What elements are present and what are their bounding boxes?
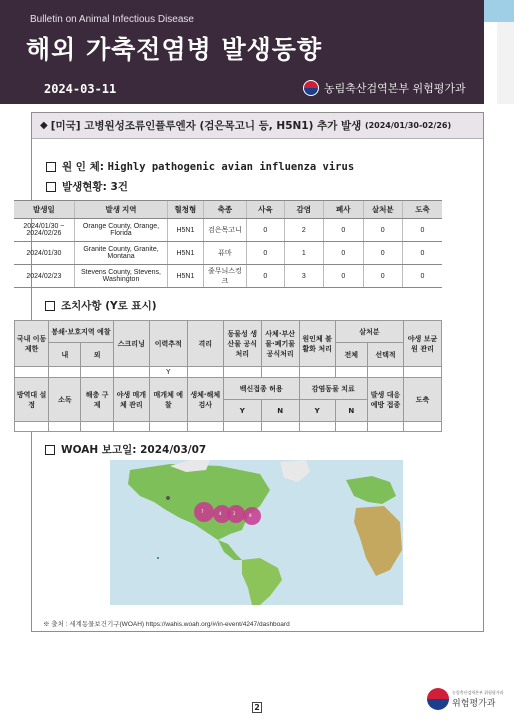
table-cell: 1 — [284, 242, 323, 265]
table-cell: 0 — [363, 242, 402, 265]
table-cell: 사체·부산물·폐기물 공식처리 — [261, 321, 299, 367]
report-period: (2024/01/30-02/26) — [364, 121, 452, 130]
table-cell: 백신접종 허용 — [223, 378, 299, 400]
woah-line — [45, 442, 206, 457]
table-cell: 0 — [363, 219, 402, 242]
table-cell: 내 — [49, 343, 81, 367]
table-cell: 야생 매개체 관리 — [113, 378, 149, 422]
table-cell: 3 — [284, 265, 323, 288]
table-cell: 줄무늬스컹크 — [203, 265, 247, 288]
table-header-row — [14, 201, 442, 219]
checkbox-bullet-icon — [45, 445, 55, 455]
table-cell: 방역대 설정 — [15, 378, 49, 422]
table-cell: 해충 구제 — [81, 378, 113, 422]
table-cell: 감염동물 치료 — [299, 378, 367, 400]
table-cell: 격리 — [187, 321, 223, 367]
table-cell: 외 — [81, 343, 113, 367]
table-cell: Stevens County, Stevens, Washington — [74, 265, 167, 288]
table-cell: 0 — [247, 219, 284, 242]
col-header: 사육 — [247, 201, 284, 219]
table-cell: 국내 이동 제한 — [15, 321, 49, 367]
table-cell: 2024/02/23 — [14, 265, 74, 288]
table-cell: Granite County, Granite, Montana — [74, 242, 167, 265]
table-cell: 스크리닝 — [113, 321, 149, 367]
table-row — [14, 219, 442, 242]
table-cell: 0 — [247, 242, 284, 265]
table-row — [15, 321, 442, 343]
table-cell: 야생 보균원 관리 — [404, 321, 442, 367]
issue-date: 2024-03-11 — [44, 82, 117, 96]
table-row — [15, 367, 442, 378]
table-cell: 살처분 — [335, 321, 403, 343]
table-cell: 소독 — [49, 378, 81, 422]
table-cell: 2024/01/30 — [14, 242, 74, 265]
table-cell: H5N1 — [168, 242, 203, 265]
footer-org-name: 위험평가과 — [452, 698, 496, 709]
outbreak-map — [110, 460, 403, 605]
y-mark: Y — [149, 367, 187, 378]
bulletin-subtitle: Bulletin on Animal Infectious Disease — [30, 14, 194, 25]
table-cell: 이력추적 — [149, 321, 187, 367]
measures-table — [14, 320, 442, 432]
table-row — [14, 242, 442, 265]
organization-name: 농림축산검역본부 위험평가과 — [324, 82, 466, 95]
outbreak-marker — [243, 507, 261, 525]
taeguk-logo-icon — [303, 80, 319, 96]
table-cell: 발생 대응 예방 접종 — [367, 378, 403, 422]
table-cell: Y — [299, 400, 335, 422]
table-cell: 매개체 예찰 — [149, 378, 187, 422]
pathogen-line — [46, 159, 354, 174]
world-map-image — [110, 460, 403, 605]
outbreak-marker — [194, 502, 214, 522]
col-header: 혈청형 — [168, 201, 203, 219]
footer-org-small: 농림축산검역본부 위험평가과 — [452, 689, 504, 695]
col-header: 발생 지역 — [74, 201, 167, 219]
svg-text:7: 7 — [201, 509, 204, 514]
outbreak-table — [14, 200, 442, 288]
checkbox-bullet-icon — [46, 162, 56, 172]
page-title: 해외 가축전염병 발생동향 — [26, 35, 323, 64]
table-cell: 동물성 생산물 공식 처리 — [223, 321, 261, 367]
outbreak-marker — [227, 505, 245, 523]
col-header: 감염 — [284, 201, 323, 219]
col-header: 발생일 — [14, 201, 74, 219]
table-cell: 2024/01/30 ~ 2024/02/26 — [14, 219, 74, 242]
page-number: 2 — [252, 702, 262, 713]
svg-text:9: 9 — [249, 513, 252, 518]
pathogen-label: 원 인 체: — [62, 161, 104, 173]
col-header: 살처분 — [363, 201, 402, 219]
table-row — [14, 265, 442, 288]
table-cell: 0 — [363, 265, 402, 288]
table-cell: 선택적 — [367, 343, 403, 367]
col-header: 도축 — [402, 201, 442, 219]
footer-logo — [427, 688, 504, 710]
table-cell: 검은목고니 — [203, 219, 247, 242]
status-value: 3건 — [110, 181, 128, 193]
svg-text:2: 2 — [233, 511, 236, 516]
page-header — [0, 0, 484, 104]
report-heading — [32, 113, 483, 139]
col-header: 폐사 — [324, 201, 363, 219]
woah-label: WOAH 보고일: — [61, 444, 137, 456]
table-cell: 도축 — [404, 378, 442, 422]
table-row — [15, 422, 442, 432]
table-cell: 원인체 불활화 처리 — [299, 321, 335, 367]
col-header: 축종 — [203, 201, 247, 219]
svg-text:4: 4 — [219, 511, 222, 516]
source-note: ※ 출처 : 세계동물보건기구(WOAH) https://wahis.woah.org/#/in-event/4247/dashboard — [43, 621, 290, 628]
diamond-bullet-icon: ◆ — [40, 120, 48, 131]
table-cell: N — [335, 400, 367, 422]
table-cell: 봉쇄·보호지역 예찰 — [49, 321, 114, 343]
table-cell: 퓨마 — [203, 242, 247, 265]
table-cell: 0 — [324, 242, 363, 265]
organization — [303, 80, 466, 96]
report-heading-text: [미국] 고병원성조류인플루엔자 (검은목고니 등, H5N1) 추가 발생 — [50, 120, 362, 132]
table-cell: 0 — [324, 265, 363, 288]
status-line — [46, 179, 128, 194]
table-cell: 전체 — [335, 343, 367, 367]
table-cell: Orange County, Orange, Florida — [74, 219, 167, 242]
table-cell: H5N1 — [168, 219, 203, 242]
table-cell: 0 — [324, 219, 363, 242]
measures-title: 조치사항 (Y로 표시) — [61, 300, 157, 312]
table-cell: Y — [223, 400, 261, 422]
table-cell: 2 — [284, 219, 323, 242]
measures-heading — [45, 298, 157, 313]
index-tab — [484, 0, 514, 22]
woah-date: 2024/03/07 — [140, 443, 207, 456]
status-label: 발생현황: — [62, 181, 107, 193]
table-cell: 0 — [402, 242, 442, 265]
table-row — [15, 378, 442, 400]
table-cell: 0 — [247, 265, 284, 288]
table-cell: N — [261, 400, 299, 422]
checkbox-bullet-icon — [45, 301, 55, 311]
table-cell: 0 — [402, 219, 442, 242]
table-cell: 0 — [402, 265, 442, 288]
table-cell: 생체·해체 검사 — [187, 378, 223, 422]
table-cell: H5N1 — [168, 265, 203, 288]
pathogen-value: Highly pathogenic avian influenza virus — [107, 160, 355, 173]
taeguk-logo-icon — [427, 688, 449, 710]
checkbox-bullet-icon — [46, 182, 56, 192]
